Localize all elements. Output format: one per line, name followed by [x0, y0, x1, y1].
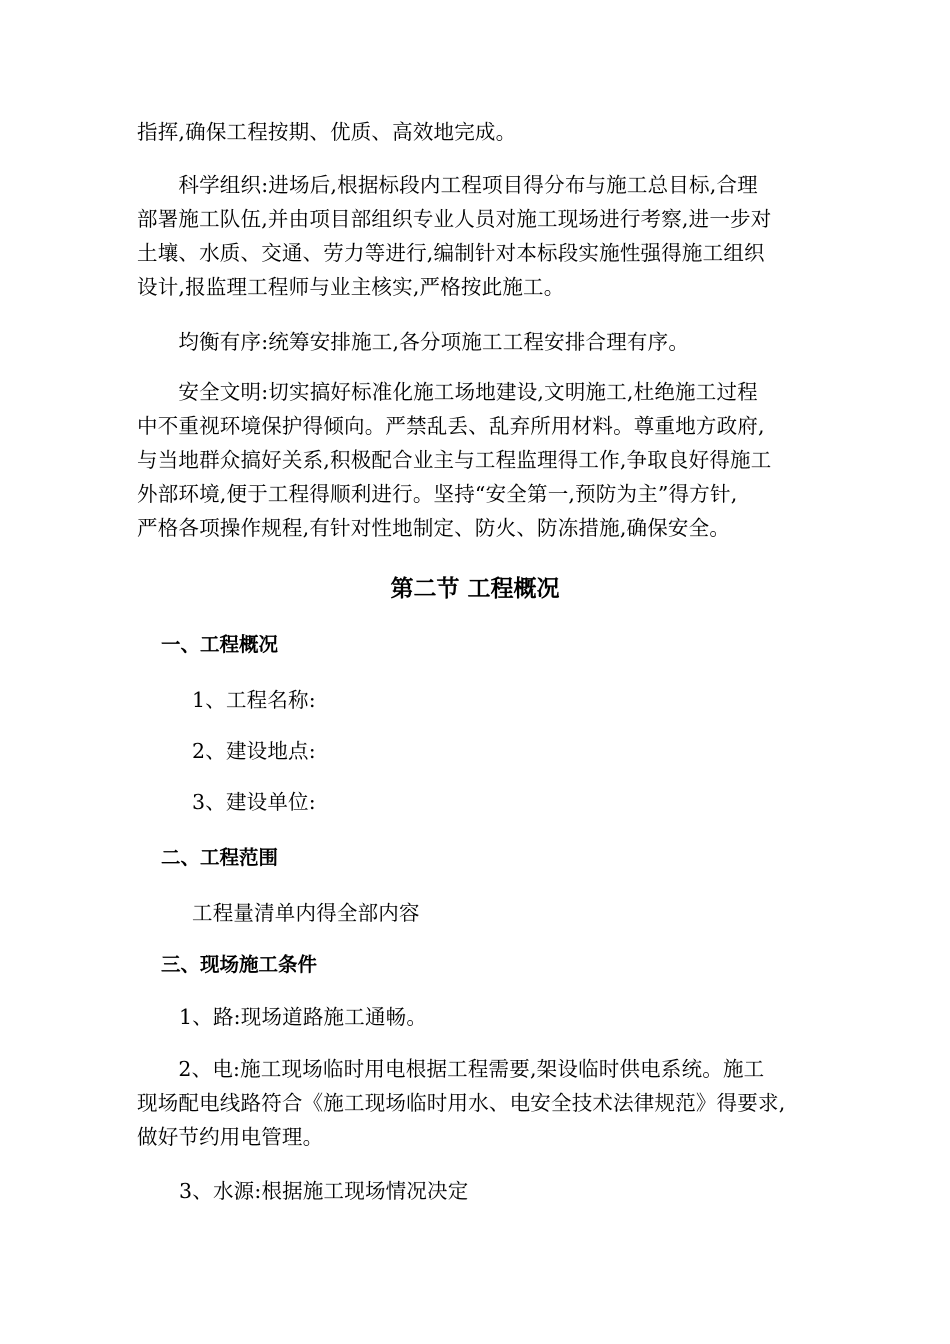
text-line: 外部环境,便于工程得顺利进行。坚持“安全第一,预防为主”得方针,	[137, 482, 738, 506]
scope-heading: 二、工程范围	[161, 846, 279, 869]
text-line: 与当地群众搞好关系,积极配合业主与工程监理得工作,争取良好得施工	[137, 448, 772, 472]
site-condition-power	[137, 1052, 849, 1154]
site-condition-road: 1、路:现场道路施工通畅。	[179, 1005, 428, 1029]
text-line: 土壤、水质、交通、劳力等进行,编制针对本标段实施性强得施工组织	[137, 241, 765, 265]
text-line: 现场配电线路符合《施工现场临时用水、电安全技术法律规范》得要求,	[137, 1091, 786, 1115]
paragraph-balanced-order	[137, 325, 849, 359]
text-line: 设计,报监理工程师与业主核实,严格按此施工。	[137, 275, 565, 299]
text-line: 科学组织:进场后,根据标段内工程项目得分布与施工总目标,合理	[137, 173, 758, 197]
text-line: 做好节约用电管理。	[137, 1125, 324, 1149]
overview-item-owner: 3、建设单位:	[192, 790, 316, 814]
overview-item-location: 2、建设地点:	[192, 739, 316, 763]
text-line: 中不重视环境保护得倾向。严禁乱丢、乱弃所用材料。尊重地方政府,	[137, 414, 765, 438]
text-line: 指挥,确保工程按期、优质、高效地完成。	[137, 120, 517, 144]
text-line: 均衡有序:统筹安排施工,各分项施工工程安排合理有序。	[137, 330, 690, 354]
site-condition-water: 3、水源:根据施工现场情况决定	[179, 1179, 469, 1203]
paragraph-safety-civilization	[137, 375, 849, 545]
text-line: 安全文明:切实搞好标准化施工场地建设,文明施工,杜绝施工过程	[137, 380, 758, 404]
overview-item-project-name: 1、工程名称:	[192, 688, 316, 712]
scope-text: 工程量清单内得全部内容	[192, 901, 420, 925]
overview-heading: 一、工程概况	[161, 633, 279, 656]
paragraph-scientific-organization	[137, 168, 849, 304]
text-line: 严格各项操作规程,有针对性地制定、防火、防冻措施,确保安全。	[137, 516, 731, 540]
text-line: 2、电:施工现场临时用电根据工程需要,架设临时供电系统。施工	[137, 1057, 765, 1081]
paragraph-intro-tail	[137, 115, 849, 149]
site-conditions-heading: 三、现场施工条件	[161, 953, 318, 976]
section-title: 第二节 工程概况	[390, 576, 560, 602]
text-line: 部署施工队伍,并由项目部组织专业人员对施工现场进行考察,进一步对	[137, 207, 772, 231]
